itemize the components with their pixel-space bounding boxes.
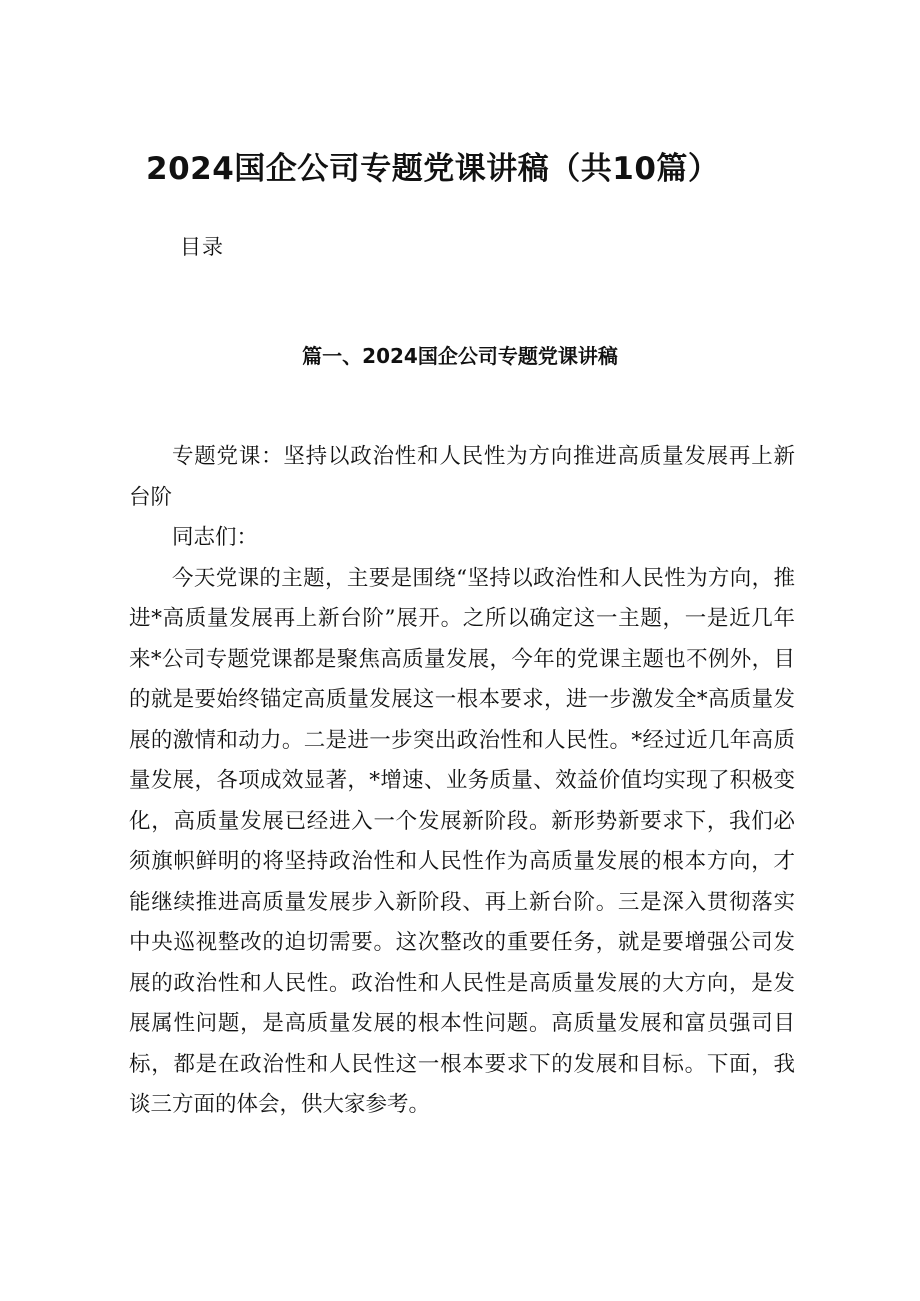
lecture-subtitle-paragraph: 专题党课：坚持以政治性和人民性为方向推进高质量发展再上新台阶 bbox=[129, 444, 795, 510]
table-of-contents-label: 目录 bbox=[180, 235, 224, 259]
body-paragraph: 今天党课的主题，主要是围绕“坚持以政治性和人民性为方向，推进*高质量发展再上新台阶”展开。之所以确定这一主题，一是近几年来*公司专题党课都是聚焦高质量发展，今年的党课主题也不例外，目的就是要始终锚定高质量发展这一根本要求，进一步激发全*高质量发展的激情和动力。二是进一步突出政治性和人民性。*经过近几年高质量发展，各项成效显著，*增速、业务质量、效益价值均实现了积极变化，高质量发展已经进入一个发展新阶段。新形势新要求下，我们必须旗帜鲜明的将坚持政治性和人民性作为高质量发展的根本方向，才能继续推进高质量发展步入新阶段、再上新台阶。三是深入贯彻落实中央巡视整改的迫切需要。这次整改的重要任务，就是要增强公司发展的政治性和人民性。政治性和人民性是高质量发展的大方向，是发展属性问题，是高质量发展的根本性问题。高质量发展和富员强司目标，都是在政治性和人民性这一根本要求下的发展和目标。下面，我谈三方面的体会，供大家参考。 bbox=[129, 565, 795, 1117]
document-title: 2024国企公司专题党课讲稿（共10篇） bbox=[146, 151, 720, 187]
salutation-paragraph: 同志们： bbox=[172, 525, 259, 550]
section-heading: 篇一、2024国企公司专题党课讲稿 bbox=[302, 344, 618, 368]
body-text bbox=[129, 437, 795, 1126]
